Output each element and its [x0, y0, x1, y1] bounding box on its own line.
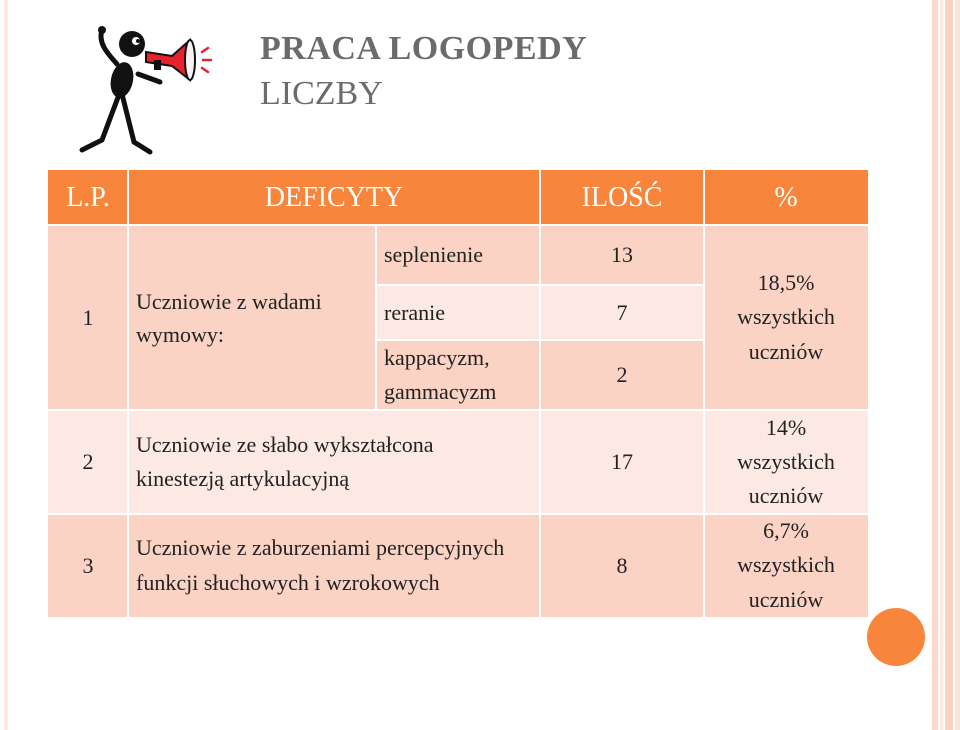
decor-circle	[867, 608, 925, 666]
row2-group-text: Uczniowie ze słabo wykształcona kinestezją artykulacyjną	[136, 431, 434, 491]
row1-sub3-text: kappacyzm, gammacyzm	[384, 344, 497, 404]
row2-lp: 2	[48, 410, 128, 514]
row3-group-text: Uczniowie z zaburzeniami percepcyjnych funkcji słuchowych i wzrokowych	[136, 535, 505, 595]
page-title: PRACA LOGOPEDY	[260, 30, 588, 67]
grid-line	[376, 284, 704, 286]
grid-line	[127, 170, 129, 617]
row1-sub2-count: 7	[540, 285, 704, 340]
page-subtitle: LICZBY	[260, 75, 383, 112]
row2-percent	[704, 410, 868, 514]
row1-sub2-name: reranie	[376, 285, 540, 340]
row1-sub1-name: seplenienie	[376, 225, 540, 285]
decor-stripe	[940, 0, 943, 730]
grid-line	[376, 339, 704, 341]
row1-sub3-count: 2	[540, 340, 704, 410]
row2-percent-text: 14% wszystkich uczniów	[737, 414, 835, 509]
decor-stripe	[955, 0, 960, 730]
megaphone-figure-icon	[62, 22, 222, 162]
row3-percent-text: 6,7% wszystkich uczniów	[737, 518, 835, 612]
header-ilosc: ILOŚĆ	[540, 170, 704, 225]
row1-lp: 1	[48, 225, 128, 410]
row1-sub1-count: 13	[540, 225, 704, 285]
row1-percent-text: 18,5% wszystkich uczniów	[737, 270, 835, 364]
grid-line	[375, 225, 377, 410]
row1-group	[128, 225, 376, 410]
row1-sub3-name	[376, 340, 540, 410]
header-percent: %	[704, 170, 868, 225]
row2-count: 17	[540, 410, 704, 514]
row1-percent	[704, 225, 868, 410]
decor-stripe	[932, 0, 938, 730]
row3-lp: 3	[48, 514, 128, 617]
grid-line	[48, 513, 868, 515]
grid-line	[48, 409, 868, 411]
decor-stripe	[945, 0, 953, 730]
header-lp: L.P.	[48, 170, 128, 225]
row2-group	[128, 410, 540, 514]
decor-stripe-left	[4, 0, 8, 730]
grid-line	[539, 170, 541, 617]
header-deficyty: DEFICYTY	[128, 170, 540, 225]
row3-count: 8	[540, 514, 704, 617]
grid-line	[48, 224, 868, 226]
grid-line	[703, 170, 705, 617]
row3-percent	[704, 514, 868, 617]
row1-group-text: Uczniowie z wadami wymowy:	[136, 288, 322, 347]
row3-group	[128, 514, 540, 617]
